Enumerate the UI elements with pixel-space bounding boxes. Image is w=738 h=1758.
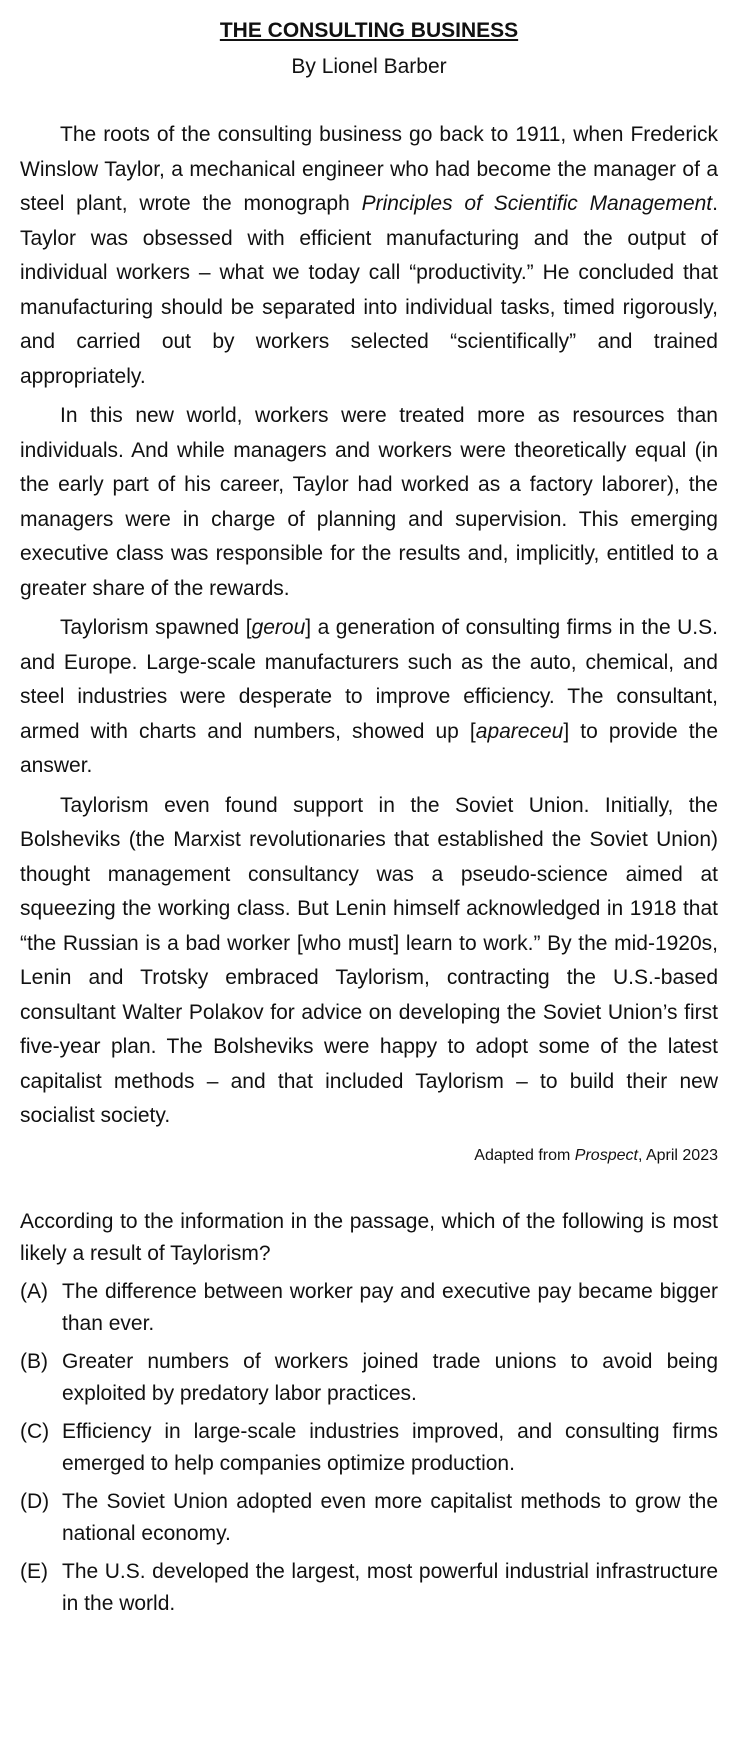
article-title: THE CONSULTING BUSINESS <box>219 19 519 42</box>
gloss-gerou: gerou <box>251 616 306 639</box>
paragraph-3-text-end: ] to provide the answer. <box>20 719 718 777</box>
source-citation <box>20 1144 718 1168</box>
option-d[interactable] <box>20 1486 718 1550</box>
option-b-letter: (B) <box>20 1349 48 1373</box>
paragraph-1 <box>20 118 718 394</box>
paragraph-3-text-start: Taylorism spawned [ <box>60 616 252 639</box>
monograph-title: Principles of Scientific Management <box>361 192 713 215</box>
paragraph-3-text-middle: ] a generation of consulting firms in the U.S. and Europe. Large-scale manufacturers such as the auto, chemical, and steel industries were desperate to improve efficiency. The consultant, armed with charts and numbers, showed up [ <box>20 616 718 743</box>
source-publication: Prospect <box>574 1146 638 1164</box>
passage <box>20 118 718 1168</box>
article-byline: By Lionel Barber <box>291 55 447 78</box>
option-e-text: The U.S. developed the largest, most powerful industrial infrastructure in the world. <box>62 1559 718 1615</box>
option-b[interactable] <box>20 1346 718 1410</box>
paragraph-2: In this new world, workers were treated more as resources than individuals. And while managers and workers were theoretically equal (in the early part of his career, Taylor had worked as a factory laborer), the managers were in charge of planning and supervision. This emerging executive class was responsible for the results and, implicitly, entitled to a greater share of the rewards. <box>20 404 718 600</box>
option-a[interactable] <box>20 1276 718 1340</box>
paragraph-4: Taylorism even found support in the Soviet Union. Initially, the Bolsheviks (the Marxist revolutionaries that established the Soviet Union) thought management consultancy was a pseudo-science aimed at squeezing the working class. But Lenin himself acknowledged in 1918 that “the Russian is a bad worker [who must] learn to work.” By the mid-1920s, Lenin and Trotsky embraced Taylorism, contracting the U.S.-based consultant Walter Polakov for advice on developing the Soviet Union’s first five-year plan. The Bolsheviks were happy to adopt some of the latest capitalist methods – and that included Taylorism – to build their new socialist society. <box>20 793 718 1127</box>
answer-options <box>20 1276 718 1620</box>
option-d-letter: (D) <box>20 1489 50 1513</box>
option-d-text: The Soviet Union adopted even more capitalist methods to grow the national economy. <box>62 1489 718 1545</box>
option-c-letter: (C) <box>20 1419 50 1443</box>
option-c-text: Efficiency in large-scale industries improved, and consulting firms emerged to help companies optimize production. <box>62 1419 718 1475</box>
question-stem: According to the information in the passage, which of the following is most likely a result of Taylorism? <box>20 1209 718 1265</box>
option-e-letter: (E) <box>20 1559 48 1583</box>
option-a-letter: (A) <box>20 1279 48 1303</box>
document-page <box>20 10 718 1626</box>
gloss-apareceu: apareceu <box>475 719 564 743</box>
option-e[interactable] <box>20 1556 718 1620</box>
paragraph-1-text-start: The roots of the consulting business go back to 1911, when Frederick Winslow Taylor, a mechanical engineer who had become the manager of a steel plant, wrote the monograph <box>20 123 718 215</box>
option-b-text: Greater numbers of workers joined trade unions to avoid being exploited by predatory labor practices. <box>62 1349 718 1405</box>
option-c[interactable] <box>20 1416 718 1480</box>
paragraph-1-text-end: . Taylor was obsessed with efficient manufacturing and the output of individual workers – what we today call “productivity.” He concluded that manufacturing should be separated into individual tasks, timed rigorously, and carried out by workers selected “scientifically” and trained appropriately. <box>20 192 718 388</box>
source-prefix: Adapted from <box>474 1146 575 1164</box>
source-date: , April 2023 <box>637 1146 718 1164</box>
option-a-text: The difference between worker pay and executive pay became bigger than ever. <box>62 1279 718 1335</box>
paragraph-3 <box>20 611 718 784</box>
